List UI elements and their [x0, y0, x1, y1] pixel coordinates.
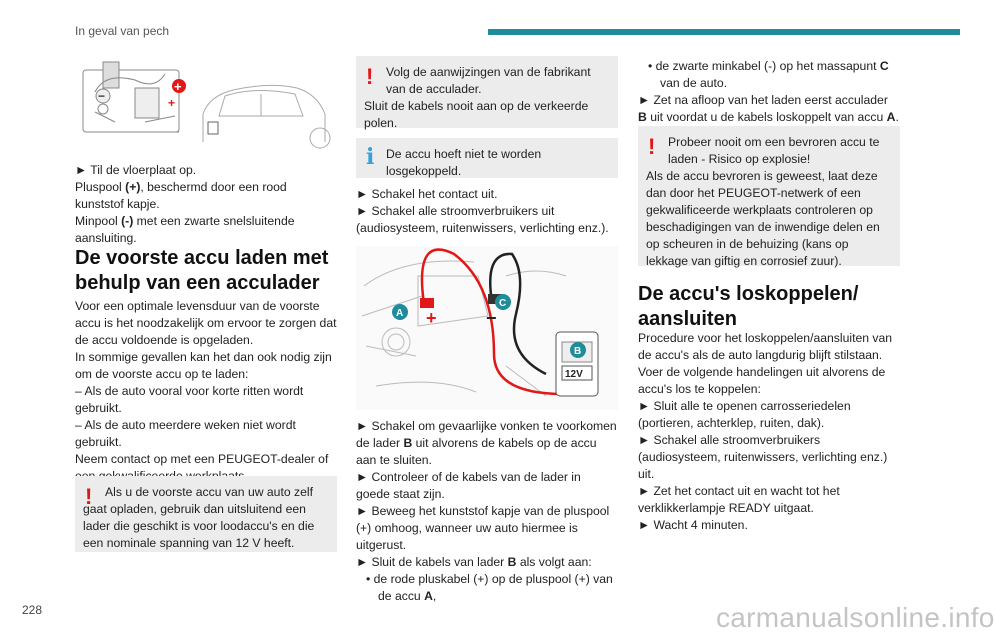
- charger-figure: [356, 246, 618, 410]
- label-b: B: [574, 346, 582, 357]
- para-contact-dealer: Neem contact op met een PEUGEOT-dealer of: [75, 452, 329, 466]
- instruction-lift-floor: ► Til de vloerplaat op.: [75, 163, 197, 177]
- step-consumers-off: ► Schakel alle stroomverbruikers uit (audiosysteem, ruitenwissers, verlichting enz.).: [356, 204, 609, 235]
- para-weeks-unused: – Als de auto meerdere weken niet wordt gebruikt.: [75, 418, 296, 449]
- warning-icon: !: [366, 64, 374, 89]
- bullet-red-cable: • de rode pluskabel (+) op de pluspool (+) van de accu A,: [366, 572, 613, 603]
- svg-text:−: −: [486, 308, 497, 328]
- para-procedure: Procedure voor het loskoppelen/aansluiten van de accu's als de auto langdurig blijft stilstaan.: [638, 331, 893, 362]
- warning-box-manufacturer: ! Volg de aanwijzingen van de fabrikant van de acculader. Sluit de kabels nooit aan op de verkeerde polen.: [356, 56, 618, 128]
- step-wait-ready: ► Zet het contact uit en wacht tot het verklikkerlampje READY uitgaat.: [638, 484, 840, 515]
- section-heading-charge: De voorste accu laden met behulp van een acculader: [75, 247, 329, 294]
- para-short-trips: – Als de auto vooral voor korte ritten wordt gebruikt.: [75, 384, 304, 415]
- step-after-charging: ► Zet na afloop van het laden eerst acculader B uit voordat u de kabels loskoppelt van accu A.: [638, 93, 899, 124]
- plus-pole-text: Pluspool (+), beschermd door een rood kunststof kapje.: [75, 180, 287, 211]
- warning-box-charger: ! Als u de voorste accu van uw auto zelf gaat opladen, gebruik dan uitsluitend een lader die geschikt is voor loodaccu's en die een nominale spanning van 12 V heeft.: [75, 476, 337, 552]
- charger-voltage-text: 12V: [565, 369, 583, 380]
- step-check-cables: ► Controleer of de kabels van de lader in goede staat zijn.: [356, 470, 581, 501]
- para-sometimes: In sommige gevallen kan het dan ook nodig zijn om de voorste accu op te laden:: [75, 350, 332, 381]
- step-contact-off: ► Schakel het contact uit.: [356, 187, 498, 201]
- label-a: A: [396, 308, 404, 319]
- step-move-cap: ► Beweeg het kunststof kapje van de pluspool (+) omhoog, wanneer uw auto hiermee is uitgerust.: [356, 504, 610, 552]
- warning-icon: !: [648, 134, 656, 159]
- step-connect-cables: ► Sluit de kabels van lader B als volgt aan:: [356, 555, 592, 569]
- section-title: In geval van pech: [75, 24, 170, 38]
- battery-icon: [75, 52, 337, 152]
- info-icon: i: [366, 144, 375, 170]
- step-wait-4-min: ► Wacht 4 minuten.: [638, 518, 748, 532]
- para-before-disconnect: Voer de volgende handelingen uit alvorens de accu's los te koppelen:: [638, 365, 886, 396]
- car-outline-icon: [203, 85, 330, 148]
- section-heading-disconnect: De accu's loskoppelen/ aansluiten: [638, 283, 859, 330]
- svg-text:−: −: [98, 89, 106, 103]
- step-close-body: ► Sluit alle te openen carrosseriedelen (portieren, achterklep, ruiten, dak).: [638, 399, 851, 430]
- bullet-black-cable: • de zwarte minkabel (-) op het massapunt C van de auto.: [648, 59, 889, 90]
- watermark: carmanualsonline.info: [716, 602, 995, 633]
- minus-pole-text: Minpool (-) met een zwarte snelsluitende aansluiting.: [75, 214, 295, 245]
- step-charger-off: ► Schakel om gevaarlijke vonken te voorkomen de lader B uit alvorens de kabels op de accu aan te sluiten.: [356, 419, 617, 467]
- header-accent-bar: [488, 29, 960, 35]
- warning-box-frozen: ! Probeer nooit om een bevroren accu te laden - Risico op explosie! Als de accu bevroren is geweest, laat deze dan door het PEUGEOT-netwerk of een gekwalificeerde werkplaats controleren op beschadigingen van de inwendige delen en op scheuren in de behuizing (kans op lekkage van giftig en corrosief zuur).: [638, 126, 900, 266]
- warning-icon: !: [85, 484, 93, 509]
- para-lifespan: Voor een optimale levensduur van de voorste accu is het noodzakelijk om ervoor te zorgen dat de accu voldoende is opgeladen.: [75, 299, 337, 347]
- label-c: C: [499, 298, 507, 309]
- svg-text:+: +: [426, 308, 437, 328]
- battery-illustration: [75, 52, 337, 152]
- svg-text:+: +: [168, 96, 176, 110]
- svg-text:+: +: [174, 79, 182, 94]
- info-box-disconnect: i De accu hoeft niet te worden losgekoppeld.: [356, 138, 618, 178]
- page-number: 228: [22, 603, 43, 617]
- step-switch-off-consumers: ► Schakel alle stroomverbruikers (audiosysteem, ruitenwissers, verlichting enz.) uit.: [638, 433, 888, 481]
